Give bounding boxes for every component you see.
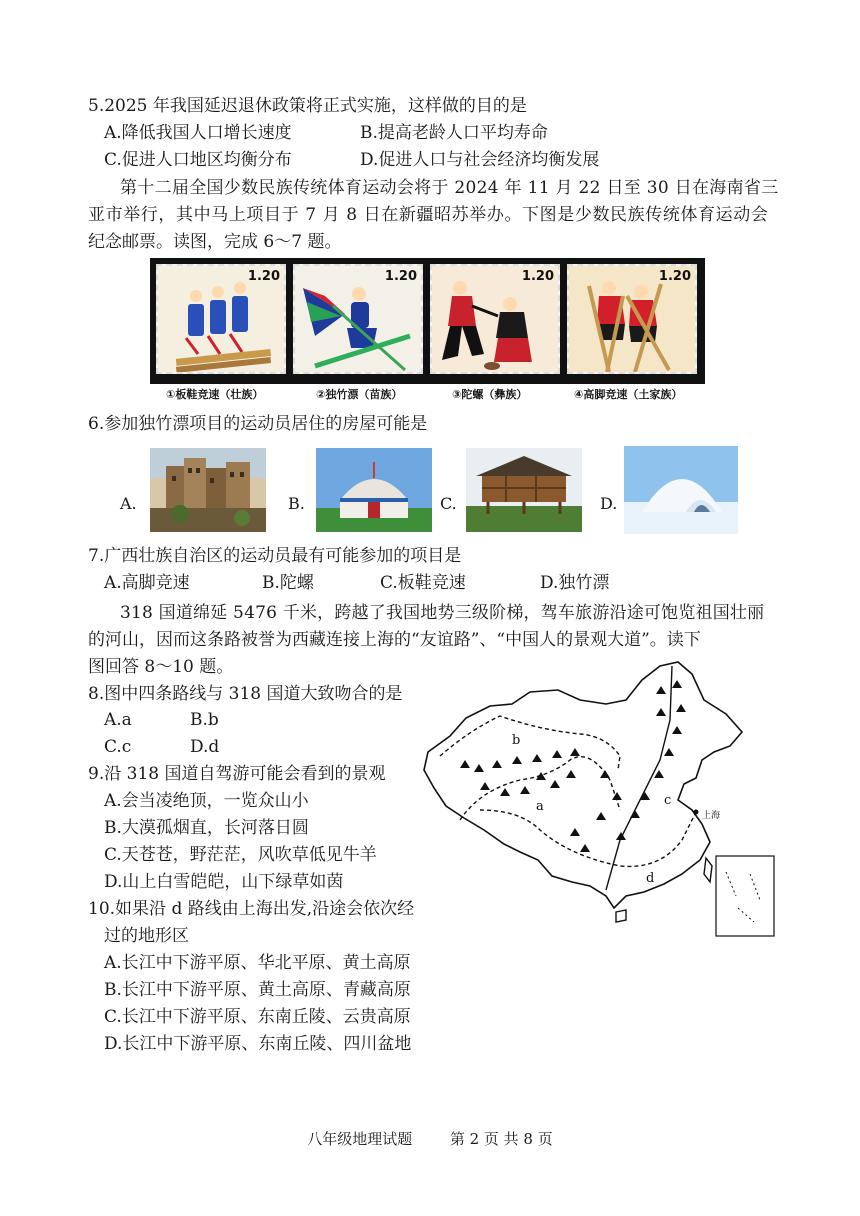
q8-option-a: A.a: [104, 710, 132, 730]
stamp-1-caption: ①板鞋竞速（壮族）: [166, 388, 264, 401]
q6-photo-b-yurt: [316, 448, 432, 532]
q5-option-b: B.提高老龄人口平均寿命: [360, 123, 548, 143]
q6-photo-c-stilt-house: [466, 448, 582, 532]
route-b: [440, 716, 620, 770]
footer-subject: 八年级地理试题: [307, 1130, 413, 1148]
q5-option-c: C.促进人口地区均衡分布: [104, 150, 292, 170]
intro-8-10-line2: 的河山，因而这条路被誉为西藏连接上海的“友谊路”、“中国人的景观大道”。读下: [88, 630, 701, 650]
q6-label-c: C.: [440, 494, 457, 513]
q10-stem-line2: 过的地形区: [104, 926, 189, 946]
hainan-island: [616, 910, 626, 922]
stamp-4-price: 1.20: [658, 269, 691, 284]
south-sea-inset: [716, 856, 774, 936]
stamp-3-caption: ③陀螺（彝族）: [452, 388, 528, 401]
q5-option-d: D.促进人口与社会经济均衡发展: [360, 150, 600, 170]
q8-option-c: C.c: [104, 737, 132, 757]
stamp-3-price: 1.20: [521, 269, 554, 284]
q10-option-d: D.长江中下游平原、东南丘陵、四川盆地: [104, 1034, 412, 1054]
stamp-3: [430, 264, 560, 374]
q6-photo-a-earth-buildings: [150, 448, 266, 532]
q6-label-a: A.: [120, 494, 137, 513]
route-label-b: b: [512, 733, 521, 748]
q10-stem-line1: 10.如果沿 d 路线由上海出发,沿途会依次经: [88, 899, 415, 919]
q7-option-b: B.陀螺: [262, 573, 314, 593]
route-label-d: d: [646, 871, 655, 886]
q6-label-d: D.: [600, 494, 618, 513]
taiwan-island: [704, 858, 712, 882]
q10-option-c: C.长江中下游平原、东南丘陵、云贵高原: [104, 1007, 411, 1027]
stamp-4: [567, 264, 697, 374]
q7-option-d: D.独竹漂: [540, 573, 610, 593]
stamp-strip: [150, 258, 705, 386]
q6-label-b: B.: [288, 494, 305, 513]
shanghai-marker: [694, 810, 699, 815]
stamp-2: [293, 264, 423, 374]
intro-6-7-line3: 纪念邮票。读图，完成 6～7 题。: [88, 232, 342, 252]
q9-stem: 9.沿 318 国道自驾游可能会看到的景观: [88, 764, 386, 784]
q9-option-a: A.会当凌绝顶，一览众山小: [104, 791, 309, 811]
route-d: [480, 810, 696, 866]
stamp-4-caption: ④高脚竞速（土家族）: [574, 388, 683, 401]
q7-option-c: C.板鞋竞速: [380, 573, 466, 593]
q7-option-a: A.高脚竞速: [104, 573, 190, 593]
q10-option-a: A.长江中下游平原、华北平原、黄土高原: [104, 953, 411, 973]
q7-stem: 7.广西壮族自治区的运动员最有可能参加的项目是: [88, 546, 462, 566]
q9-option-b: B.大漠孤烟直，长河落日圆: [104, 818, 309, 838]
intro-8-10-line1: 318 国道绵延 5476 千米，跨越了我国地势三级阶梯，驾车旅游沿途可饱览祖国壮丽: [120, 603, 765, 623]
route-label-c: c: [664, 793, 672, 808]
q5-option-a: A.降低我国人口增长速度: [104, 123, 292, 143]
stamp-1: [156, 264, 286, 374]
stamp-1-price: 1.20: [247, 269, 280, 284]
map-city-label: 上海: [702, 811, 721, 821]
intro-6-7-line2: 亚市举行，其中马上项目于 7 月 8 日在新疆昭苏举办。下图是少数民族传统体育运动会: [88, 205, 769, 225]
q8-stem: 8.图中四条路线与 318 国道大致吻合的是: [88, 684, 403, 704]
q10-option-b: B.长江中下游平原、黄土高原、青藏高原: [104, 980, 411, 1000]
china-route-map: [420, 660, 780, 945]
intro-6-7-line1: 第十二届全国少数民族传统体育运动会将于 2024 年 11 月 22 日至 30 日在海南省三: [120, 178, 779, 198]
china-outline: [424, 662, 742, 908]
stamp-captions: [150, 384, 705, 406]
page-footer: [0, 1128, 860, 1149]
q9-option-c: C.天苍苍，野茫茫，风吹草低见牛羊: [104, 845, 377, 865]
q9-option-d: D.山上白雪皑皑，山下绿草如茵: [104, 872, 344, 892]
stamp-2-caption: ②独竹漂（苗族）: [316, 388, 403, 401]
footer-page-number: 第 2 页 共 8 页: [449, 1130, 553, 1148]
route-label-a: a: [536, 799, 544, 814]
q6-stem: 6.参加独竹漂项目的运动员居住的房屋可能是: [88, 414, 428, 434]
q6-photo-d-igloo: [624, 446, 738, 534]
q8-option-d: D.d: [190, 737, 220, 757]
q5-stem: 5.2025 年我国延迟退休政策将正式实施，这样做的目的是: [88, 96, 527, 116]
intro-8-10-line3: 图回答 8～10 题。: [88, 657, 234, 677]
stamp-2-price: 1.20: [384, 269, 417, 284]
q8-option-b: B.b: [190, 710, 219, 730]
